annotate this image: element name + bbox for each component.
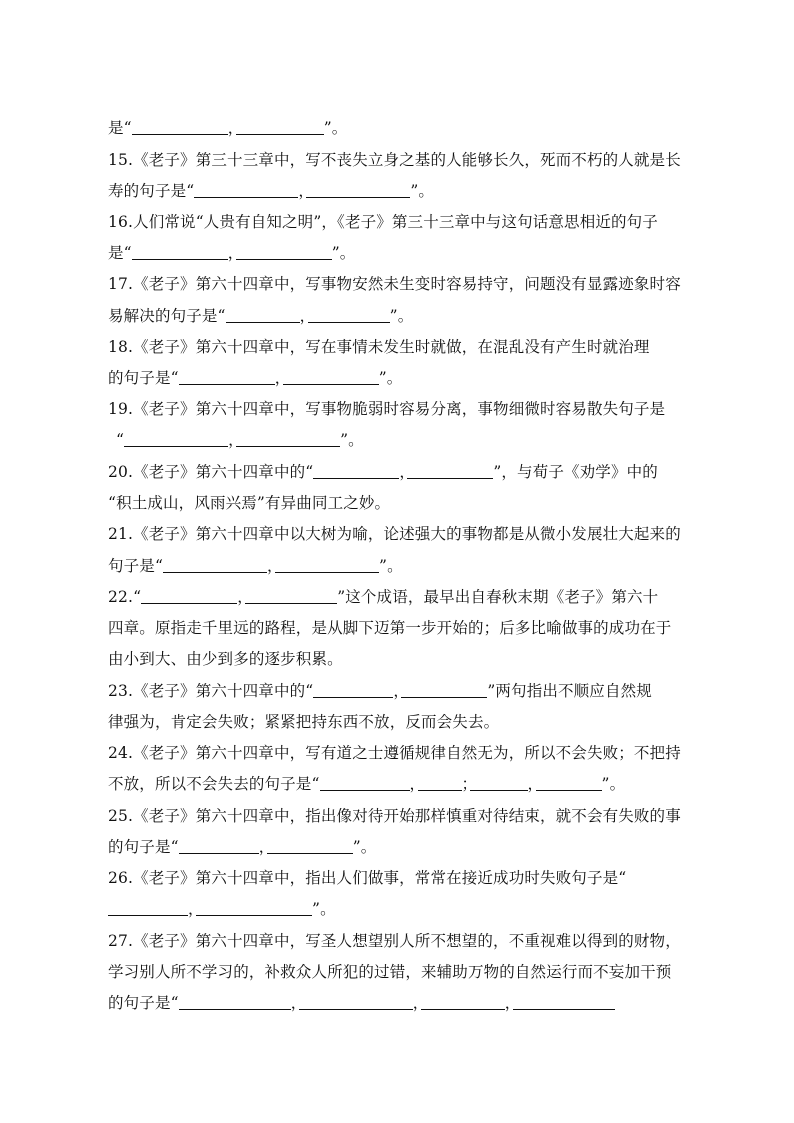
question-27-cont: 学习别人所不学习的，补救众人所犯的过错，来辅助万物的自然运行而不妄加干预 — [108, 963, 672, 981]
answer-blank[interactable] — [313, 683, 393, 698]
question-22-cont-1: 四章。原指走千里远的路程，是从脚下迈第一步开始的；后多比喻做事的成功在于 — [108, 619, 672, 637]
answer-blank[interactable] — [418, 776, 462, 791]
question-21-answer-line: 句子是“ ， ”。 — [108, 557, 403, 575]
question-24-answer-line: 不放，所以不会失去的句子是“ ， ； ， ”。 — [108, 775, 626, 793]
question-17: 17.《老子》第六十四章中，写事物安然未生变时容易持守，问题没有显露迹象时容 — [108, 275, 681, 293]
question-18-answer-line: 的句子是“ ， ”。 — [108, 369, 403, 387]
answer-blank[interactable] — [236, 245, 332, 260]
question-21: 21.《老子》第六十四章中以大树为喻，论述强大的事物都是从微小发展壮大起来的 — [108, 525, 681, 543]
answer-blank[interactable] — [536, 776, 602, 791]
question-22: 22.“ ， ”这个成语，最早出自春秋末期《老子》第六十 — [108, 588, 659, 606]
question-16: 16.人们常说“人贵有自知之明”，《老子》第三十三章中与这句话意思相近的句子 — [108, 213, 658, 231]
answer-blank[interactable] — [179, 839, 259, 854]
answer-blank[interactable] — [401, 683, 487, 698]
answer-blank[interactable] — [179, 995, 291, 1010]
question-22-cont-2: 由小到大、由少到多的逐步积累。 — [108, 650, 343, 668]
question-15-answer-line: 寿的句子是“ ， ”。 — [108, 182, 435, 200]
answer-blank[interactable] — [236, 120, 324, 135]
question-27-answer-line: 的句子是“ ， ， ， — [108, 993, 615, 1013]
question-25: 25.《老子》第六十四章中，指出像对待开始那样慎重对待结束，就不会有失败的事 — [108, 807, 681, 825]
question-24: 24.《老子》第六十四章中，写有道之士遵循规律自然无为，所以不会失败；不把持 — [108, 744, 681, 762]
answer-blank[interactable] — [306, 183, 410, 198]
question-16-answer-line: 是“ ， ”。 — [108, 244, 356, 262]
question-20-cont: “积土成山，风雨兴焉”有异曲同工之妙。 — [108, 494, 391, 512]
answer-blank[interactable] — [513, 995, 615, 1010]
answer-blank[interactable] — [236, 432, 340, 447]
question-20: 20.《老子》第六十四章中的“ ， ”，与荀子《劝学》中的 — [108, 463, 658, 481]
question-18: 18.《老子》第六十四章中，写在事情未发生时就做，在混乱没有产生时就治理 — [108, 338, 650, 356]
question-26: 26.《老子》第六十四章中，指出人们做事，常常在接近成功时失败句子是“ — [108, 869, 627, 887]
answer-blank[interactable] — [124, 432, 228, 447]
answer-blank[interactable] — [163, 558, 267, 573]
answer-blank[interactable] — [245, 589, 337, 604]
answer-blank[interactable] — [267, 839, 353, 854]
answer-blank[interactable] — [283, 370, 379, 385]
answer-blank[interactable] — [313, 464, 399, 479]
answer-blank[interactable] — [407, 464, 493, 479]
question-17-answer-line: 易解决的句子是“ ， ”。 — [108, 307, 414, 325]
question-27: 27.《老子》第六十四章中，写圣人想望别人所不想望的，不重视难以得到的财物， — [108, 932, 681, 950]
answer-blank[interactable] — [132, 120, 228, 135]
question-15: 15.《老子》第三十三章中，写不丧失立身之基的人能够长久，死而不朽的人就是长 — [108, 151, 681, 169]
question-19-answer-line: “ ， ”。 — [116, 431, 364, 449]
question-23: 23.《老子》第六十四章中的“ ， ”两句指出不顺应自然规 — [108, 682, 652, 700]
question-25-answer-line: 的句子是“ ， ”。 — [108, 838, 377, 856]
answer-blank[interactable] — [226, 308, 300, 323]
answer-blank[interactable] — [320, 776, 410, 791]
answer-blank[interactable] — [141, 589, 237, 604]
answer-blank[interactable] — [299, 995, 413, 1010]
question-26-answer-line: ， ”。 — [108, 899, 336, 919]
question-23-cont: 律强为，肯定会失败；紧紧把持东西不放，反而会失去。 — [108, 713, 500, 731]
answer-blank[interactable] — [108, 901, 188, 916]
answer-blank[interactable] — [179, 370, 275, 385]
answer-blank[interactable] — [132, 245, 228, 260]
question-19: 19.《老子》第六十四章中，写事物脆弱时容易分离，事物细微时容易散失句子是 — [108, 400, 666, 418]
answer-blank[interactable] — [196, 901, 312, 916]
answer-blank[interactable] — [308, 308, 390, 323]
answer-blank[interactable] — [194, 183, 298, 198]
answer-blank[interactable] — [275, 558, 379, 573]
question-14-answer-line: 是“ ， ”。 — [108, 119, 348, 137]
answer-blank[interactable] — [421, 995, 505, 1010]
answer-blank[interactable] — [470, 776, 528, 791]
